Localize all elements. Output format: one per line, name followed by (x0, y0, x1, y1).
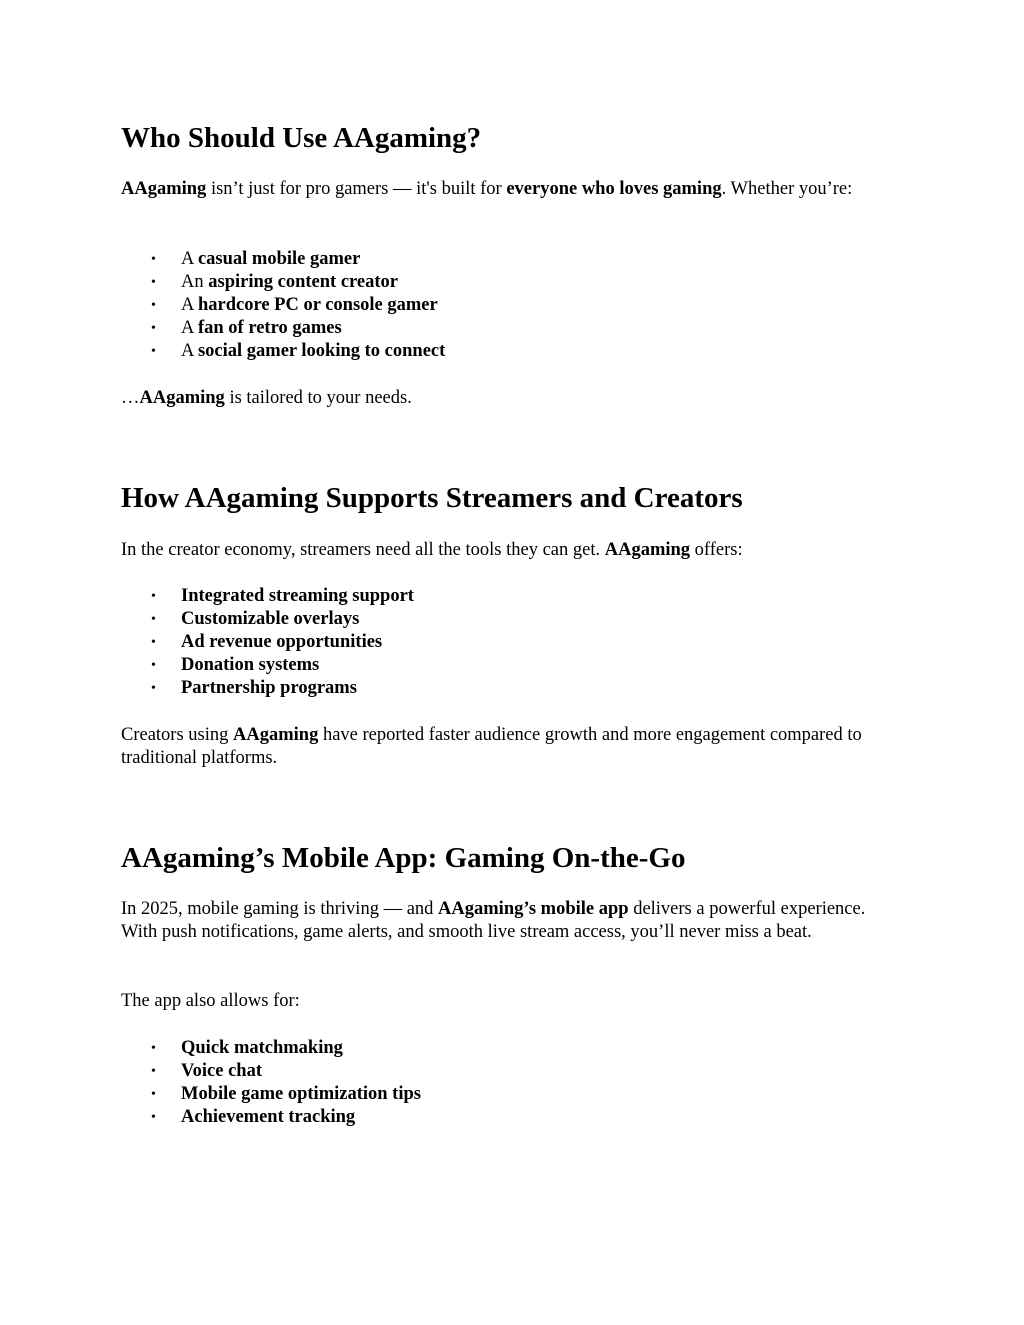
section2-outro-paragraph: Creators using AAgaming have reported faster audience growth and more engagement compared to traditional platforms. (121, 725, 862, 768)
section-heading-mobile-app: AAgaming’s Mobile App: Gaming On-the-Go (121, 842, 686, 874)
bullet-icon: • (151, 298, 156, 313)
bullet-icon: • (151, 589, 156, 604)
app-features-list (121, 1037, 421, 1129)
section-heading-who-should-use: Who Should Use AAgaming? (121, 122, 482, 154)
bullet-icon: • (151, 612, 156, 627)
list-item: • Quick matchmaking (151, 1038, 343, 1058)
list-item: • Donation systems (151, 655, 320, 675)
bullet-icon: • (151, 321, 156, 336)
bullet-icon: • (151, 658, 156, 673)
bullet-icon: • (151, 344, 156, 359)
list-item: • Partnership programs (151, 678, 357, 698)
audience-list (121, 248, 445, 363)
brand-name: AAgaming (121, 179, 207, 199)
creator-tools-list (121, 585, 414, 700)
bullet-icon: • (151, 681, 156, 696)
list-item: • Achievement tracking (151, 1107, 356, 1127)
list-item: • Customizable overlays (151, 609, 360, 629)
section1-outro-paragraph: …AAgaming is tailored to your needs. (121, 388, 412, 408)
section3-intro-paragraph: In 2025, mobile gaming is thriving — and AAgaming’s mobile app delivers a powerful experience. With push notifications, game alerts, and smooth live stream access, you’ll never miss a beat. (121, 899, 866, 942)
bullet-icon: • (151, 635, 156, 650)
list-item: • A social gamer looking to connect (151, 341, 446, 361)
section-heading-streamers: How AAgaming Supports Streamers and Creators (121, 482, 743, 514)
list-item: • Integrated streaming support (151, 586, 414, 606)
list-item: • Ad revenue opportunities (151, 632, 383, 652)
section1-intro-paragraph: AAgaming isn’t just for pro gamers — it's built for everyone who loves gaming. Whether you’re: (121, 179, 853, 199)
list-item: • Voice chat (151, 1061, 263, 1081)
list-item: • An aspiring content creator (151, 272, 399, 292)
bullet-icon: • (151, 252, 156, 267)
list-item: • A fan of retro games (151, 318, 342, 338)
list-item: • A hardcore PC or console gamer (151, 295, 438, 315)
list-item: • A casual mobile gamer (151, 249, 361, 269)
bullet-icon: • (151, 275, 156, 290)
list-item: • Mobile game optimization tips (151, 1084, 421, 1104)
bullet-icon: • (151, 1087, 156, 1102)
bullet-icon: • (151, 1110, 156, 1125)
bullet-icon: • (151, 1041, 156, 1056)
section2-intro-paragraph: In the creator economy, streamers need all the tools they can get. AAgaming offers: (121, 540, 743, 560)
bullet-icon: • (151, 1064, 156, 1079)
section3-lead-paragraph: The app also allows for: (121, 991, 300, 1011)
